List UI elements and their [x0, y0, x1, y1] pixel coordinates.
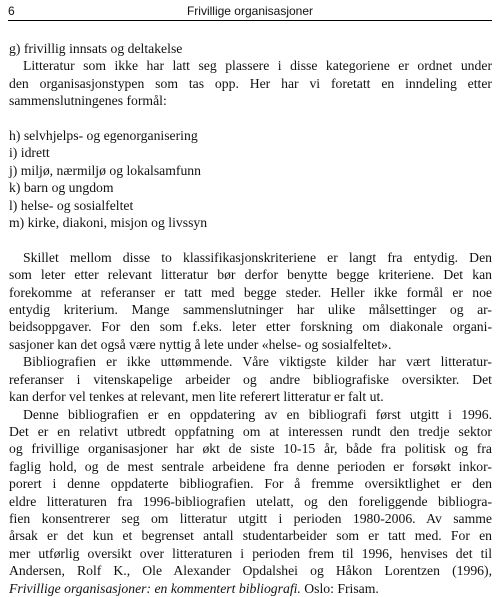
- text-line: årsak er det kun et begrenset antall studentarbeider som er tatt med. For en: [9, 528, 492, 544]
- text-line: faglig hold, og de mest sentrale arbeidene fra denne perioden er forsøkt inkor-: [9, 458, 492, 474]
- text-line: sasjoner kan det også være nyttig å lete under «helse- og sosialfeltet».: [9, 336, 392, 352]
- text-line: referanser i vitenskapelige arbeider og andre bibliografiske oversikter. Det: [9, 371, 492, 387]
- text-line: porert i denne oppdaterte bibliografien. For å fremme oversiktlighet er den: [9, 476, 492, 492]
- text-line: Andersen, Rolf K., Ole Alexander Opdalshei og Håkon Lorentzen (1996),: [9, 563, 492, 579]
- text-line: fien konsentrerer seg om litteratur utgitt i perioden 1980-2006. Av samme: [9, 510, 492, 526]
- running-head: [8, 2, 492, 21]
- paragraph-sources: [9, 353, 492, 405]
- spacer: [9, 231, 492, 248]
- category-item-h: h) selvhjelps- og egenorganisering: [9, 128, 198, 144]
- category-item-g: g) frivillig innsats og deltakelse: [9, 41, 183, 56]
- text-line: Denne bibliografien er en oppdatering av en bibliografi først utgitt i 1996.: [23, 406, 492, 422]
- citation-line: [9, 580, 492, 597]
- category-item-m: m) kirke, diakoni, misjon og livssyn: [9, 215, 208, 231]
- category-item-l: l) helse- og sosialfeltet: [9, 197, 134, 213]
- spacer: [9, 110, 492, 127]
- text-line: og frivillige organisasjoner har økt de siste 10-15 år, både fra politisk og fra: [9, 441, 492, 457]
- citation-title: Frivillige organisasjoner: en kommentert bibliografi.: [9, 580, 301, 596]
- text-line: Bibliografien er ikke uttømmende. Våre viktigste kilder har vært litteratur-: [23, 354, 492, 370]
- text-line: eldre litteraturen fra 1996-bibliografien utelatt, og den foreliggende bibliogra-: [9, 493, 492, 509]
- text-line: Skillet mellom disse to klassifikasjonskriteriene er langt fra entydig. Den: [23, 249, 492, 265]
- text-line: sammenslutningenes formål:: [9, 93, 167, 109]
- text-line: som leter etter relevant litteratur bør derfor benytte begge kriteriene. Det kan: [9, 267, 492, 283]
- text-line: Det er en relativt utbredt oppfatning om at interessen rundt den tredje sektor: [9, 423, 492, 439]
- text-line: Litteratur som ikke har latt seg plassere i disse kategoriene er ordnet under: [23, 58, 492, 74]
- paragraph-classification: [9, 249, 492, 353]
- category-list: [9, 127, 492, 231]
- paragraph-update: [9, 406, 492, 597]
- text-line: den organisasjonstypen som tas opp. Her har vi foretatt en inndeling etter: [9, 75, 492, 91]
- category-item-i: i) idrett: [9, 145, 50, 161]
- category-item-k: k) barn og ungdom: [9, 180, 114, 196]
- running-title: Frivillige organisasjoner: [186, 4, 314, 18]
- text-line: entydig kriterium. Mange sammenslutninger har ulike målsettinger og ar-: [9, 302, 492, 318]
- text-line: kan derfor vel tenkes at relevant, men lite referert litteratur er falt ut.: [9, 389, 384, 405]
- text-line: forekomme at referanser er tatt med begge steder. Heller ikke formål er noe: [9, 284, 492, 300]
- citation-publisher: Oslo: Frisam.: [300, 580, 379, 596]
- intro-paragraph: [9, 57, 492, 109]
- text-line: mer utførlig oversikt over litteraturen i perioden frem til 1996, henvises det til: [9, 545, 492, 561]
- page-number: 6: [8, 4, 15, 18]
- category-item-j: j) miljø, nærmiljø og lokalsamfunn: [9, 162, 201, 178]
- body-text: [9, 40, 492, 597]
- text-line: beidsoppgaver. For den som f.eks. leter etter forskning om diakonale organi-: [9, 319, 492, 335]
